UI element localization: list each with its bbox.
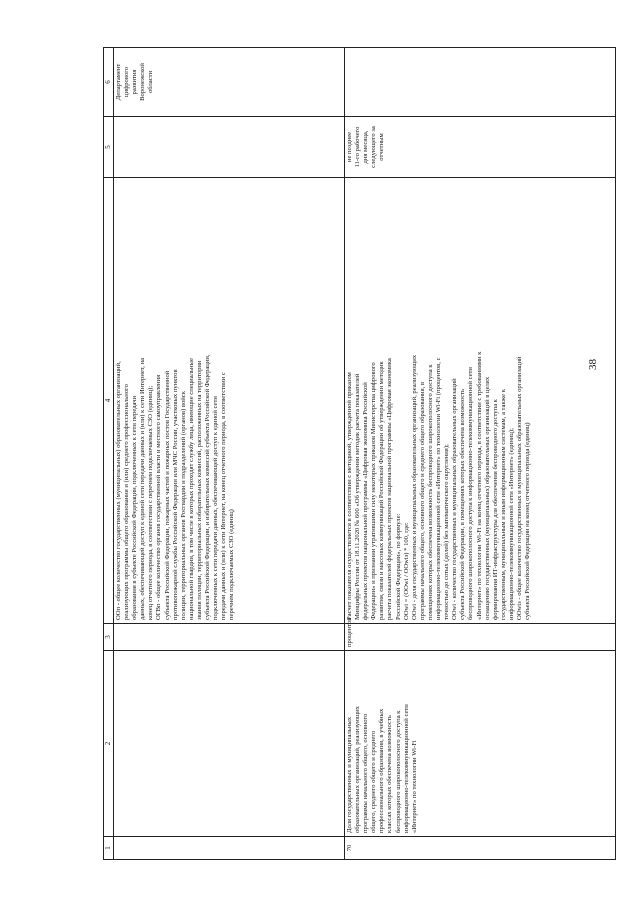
- col-header-1: 1: [104, 837, 114, 860]
- method-line: информационно-телекоммуникационной сети «Интернет» по технологии Wi-Fi (процентов, с: [435, 357, 443, 620]
- responsible-cell: [345, 48, 616, 117]
- method-line: конец отчетного периода, в соответствии с перечнем подключаемых СЗО (единиц);: [147, 385, 155, 620]
- method-line: ООwi - количество государственных и муниципальных образовательных организаций: [451, 378, 459, 620]
- page-number: 38: [587, 359, 599, 370]
- method-line: ООwi = (ООwi / ООwiз) * 100, где:: [402, 522, 410, 620]
- table-row: [114, 48, 345, 860]
- method-line: перечнем подключаемых СЗО (единиц): [228, 509, 236, 620]
- method-line: субъекта Российской Федерации, в помещениях которых обеспечена возможность: [459, 388, 467, 620]
- col-header-6: 6: [104, 48, 114, 117]
- col-header-2: 2: [104, 651, 114, 837]
- table-header-row: [104, 48, 114, 860]
- method-line: данных, обеспечивающей доступ к единой сети передачи данных и (или) к сети Интернет, на: [139, 358, 147, 620]
- name-line: программы начального общего, основного: [362, 713, 370, 833]
- name-line: беспроводного широкополосного доступа к: [394, 710, 402, 833]
- method-line: расчета показателей федеральных проектов национальной программы «Цифровая экономика: [386, 358, 394, 620]
- method-line: субъекта Российской Федерации, пожарных частей и пожарных постов Государственной: [163, 370, 171, 620]
- method-line: формирования ИТ-инфраструктуры для обеспечения беспроводного доступа к: [491, 399, 499, 620]
- responsible-line: области: [147, 70, 155, 94]
- method-line: ООп - общее количество государственных (муниципальных) образовательных организаций,: [115, 361, 122, 620]
- method-line: реализующих программы общего образования и (или) среднего профессионального: [123, 384, 131, 620]
- deadline-line: следующего за: [370, 126, 378, 168]
- method-line: государственным, муниципальным и иным информационным системам, а также к: [499, 389, 507, 620]
- method-line: развития, связи и массовых коммуникаций Российской Федерации об утверждении методик: [378, 361, 386, 620]
- indicator-name: [114, 651, 345, 837]
- method-line: Российской Федерации», по формуле:: [394, 513, 402, 620]
- table-row: [345, 48, 616, 860]
- method-line: информационно-телекоммуникационной сети «Интернет» (единиц);: [507, 428, 515, 620]
- name-line: профессионального образования, в учебных: [378, 708, 386, 833]
- method-line: полиции, территориальных органов Росгвардии и подразделений (органов) войск: [179, 391, 187, 620]
- name-line: классах которых обеспечена возможность: [386, 715, 394, 833]
- deadline-line: не позднее: [346, 131, 353, 163]
- unit-cell: процентов: [345, 624, 616, 651]
- method-line: точностью до сотых (долей) без математического округления);: [443, 444, 451, 620]
- method-line: федеральных проектов национальной программы «Цифровая экономика Российской: [362, 382, 370, 620]
- method-line: субъекта Российской Федерации, и избирательных комиссий субъекта Российской Федерации,: [204, 354, 212, 620]
- method-line: звания полиции, территориальных избирательных комиссий, расположенных на территории: [195, 360, 203, 620]
- method-line: ООwi - доля государственных и муниципальных образовательных организаций, реализующих: [410, 354, 418, 620]
- method-line: подключенных к сети передачи данных, обеспечивающей доступ к единой сети: [212, 396, 220, 620]
- method-cell: [114, 178, 345, 624]
- deadline-cell: [114, 117, 345, 178]
- col-header-4: 4: [104, 178, 114, 624]
- row-number: [114, 837, 345, 860]
- method-cell: [345, 178, 616, 624]
- method-line: национальной гвардии, в том числе в которых проходят службу лица, имеющие специальные: [187, 358, 195, 620]
- name-line: информационно-телекоммуникационной сети: [402, 704, 410, 833]
- method-line: Федерации» и признании утратившими силу некоторых приказов Министерства цифрового: [370, 362, 378, 620]
- method-line: ОГВп - общее количество органов государственной власти и местного самоуправления: [155, 374, 163, 620]
- method-line: противопожарной службы Российской Федерации или МЧС России, участковых пунктов: [171, 369, 179, 620]
- name-line: Доля государственных и муниципальных: [346, 716, 353, 833]
- responsible-line: Департамент: [115, 63, 122, 101]
- name-line: общего, среднего общего и среднего: [370, 730, 378, 833]
- method-line: программы начального общего, основного общего и среднего общего образования, в: [418, 381, 426, 620]
- method-line: помещениях которых обеспечена возможность беспроводного широкополосного доступа к: [426, 364, 434, 620]
- deadline-line: 11-го рабочего: [354, 126, 362, 168]
- row-number: 70: [345, 837, 616, 860]
- indicator-name: [345, 651, 616, 837]
- responsible-line: цифрового: [123, 66, 131, 98]
- deadline-line: отчетным: [378, 133, 386, 161]
- name-line: «Интернет» по технологии Wi-Fi: [410, 740, 418, 833]
- unit-cell: [114, 624, 345, 651]
- deadline-cell: [345, 117, 616, 178]
- deadline-line: дня месяца,: [362, 130, 370, 164]
- col-header-3: 3: [104, 624, 114, 651]
- indicator-table: [103, 47, 616, 860]
- method-line: Расчет показателя осуществляется в соответствии с методикой, утвержденной приказом: [346, 372, 353, 620]
- method-line: образования в субъекте Российской Федерации, подключенных к сети передачи: [131, 395, 139, 620]
- method-line: Минцифры России от 18.11.2020 № 600 «Об утверждении методик расчета показателей: [354, 373, 362, 620]
- method-line: оснащению государственных (муниципальных) образовательных организаций в целях: [483, 376, 491, 620]
- responsible-line: Воронежской: [139, 63, 147, 101]
- name-line: образовательных организаций, реализующих: [354, 706, 362, 833]
- col-header-5: 5: [104, 117, 114, 178]
- responsible-line: развития: [131, 69, 139, 95]
- method-line: субъекта Российской Федерации на конец отчетного периода (единиц): [524, 422, 532, 620]
- responsible-cell: [114, 48, 345, 117]
- method-line: ООwiз - общее количество государственных и муниципальных образовательных организаций: [515, 356, 523, 620]
- method-line: беспроводного широкополосного доступа к информационно-телекоммуникационной сети: [467, 367, 475, 620]
- method-line: передачи данных и (или) к сети Интернет, на конец отчетного периода, в соответствии с: [220, 372, 228, 620]
- method-line: «Интернет» по технологии Wi-Fi на конец отчетного периода, в соответствии с требованиями к: [475, 351, 483, 620]
